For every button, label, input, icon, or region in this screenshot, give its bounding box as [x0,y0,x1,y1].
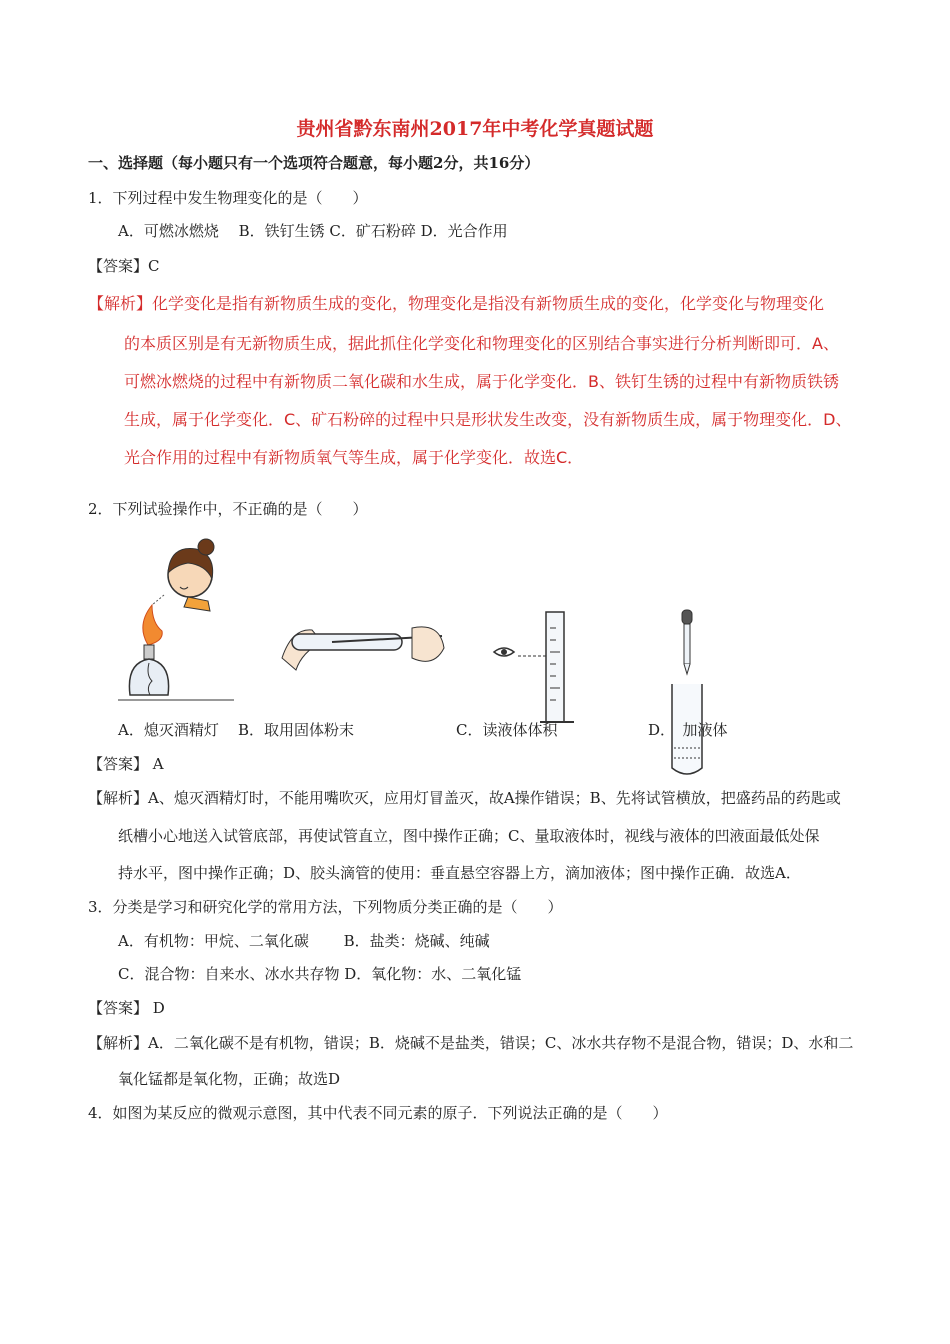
q4-stem: 4．如图为某反应的微观示意图，其中代表不同元素的原子．下列说法正确的是（ ） [88,1104,668,1122]
q2-analysis-line: 【解析】A、熄灭酒精灯时，不能用嘴吹灭，应用灯冒盖灭，故A操作错误；B、先将试管横放，把盛药品的药匙或 [88,789,841,807]
q1-options: A．可燃冰燃烧 B．铁钉生锈 C．矿石粉碎 D．光合作用 [118,222,508,240]
q1-analysis-line: 【解析】化学变化是指有新物质生成的变化，物理变化是指没有新物质生成的变化，化学变化与物理变化 [88,294,825,313]
q3-analysis-line: 氧化锰都是氧化物，正确；故选D [118,1070,341,1088]
q3-analysis-line: 【解析】A．二氧化碳不是有机物，错误；B．烧碱不是盐类，错误；C、冰水共存物不是混合物，错误；D、水和二 [88,1034,854,1052]
q1-analysis-line: 可燃冰燃烧的过程中有新物质二氧化碳和水生成，属于化学变化．B、铁钉生锈的过程中有新物质铁锈 [124,372,839,391]
q1-answer: 【答案】C [88,257,160,275]
q1-analysis-line: 的本质区别是有无新物质生成，据此抓住化学变化和物理变化的区别结合事实进行分析判断即可．A、 [124,334,839,353]
test-tube-spatula-figure [272,608,452,678]
dropper-test-tube-figure [668,608,708,780]
graduated-cylinder-figure [490,608,590,728]
q2-analysis-line: 纸槽小心地送入试管底部，再使试管直立，图中操作正确；C、量取液体时，视线与液体的凹液面最低处保 [118,827,820,845]
q2-answer: 【答案】 A [88,755,164,773]
q2-analysis-line: 持水平，图中操作正确；D、胶头滴管的使用：垂直悬空容器上方，滴加液体；图中操作正确．故选A． [118,864,801,882]
page-title: 贵州省黔东南州2017年中考化学真题试题 [296,118,654,140]
q2-caption-b: B．取用固体粉末 [238,721,355,739]
q1-analysis-line: 光合作用的过程中有新物质氧气等生成，属于化学变化．故选C． [124,448,584,467]
q3-stem: 3．分类是学习和研究化学的常用方法，下列物质分类正确的是（ ） [88,898,563,916]
q1-analysis-line: 生成，属于化学变化．C、矿石粉碎的过程中只是形状发生改变，没有新物质生成，属于物理变化．D、 [124,410,852,429]
q2-stem: 2．下列试验操作中，不正确的是（ ） [88,500,368,518]
q3-options-line: C．混合物：自来水、冰水共存物 D．氧化物：水、二氧化锰 [118,965,522,983]
q3-options-line: A．有机物：甲烷、二氧化碳 B．盐类：烧碱、纯碱 [118,932,490,950]
alcohol-lamp-figure [118,535,238,705]
section-heading: 一、选择题（每小题只有一个选项符合题意，每小题2分，共16分） [88,154,540,172]
q2-caption-a: A．熄灭酒精灯 [118,721,219,739]
q1-stem: 1．下列过程中发生物理变化的是（ ） [88,189,368,207]
q3-answer: 【答案】 D [88,999,165,1017]
q2-caption-c: C．读液体体积 [456,721,558,739]
q2-caption-d: D． 加液体 [648,721,728,739]
